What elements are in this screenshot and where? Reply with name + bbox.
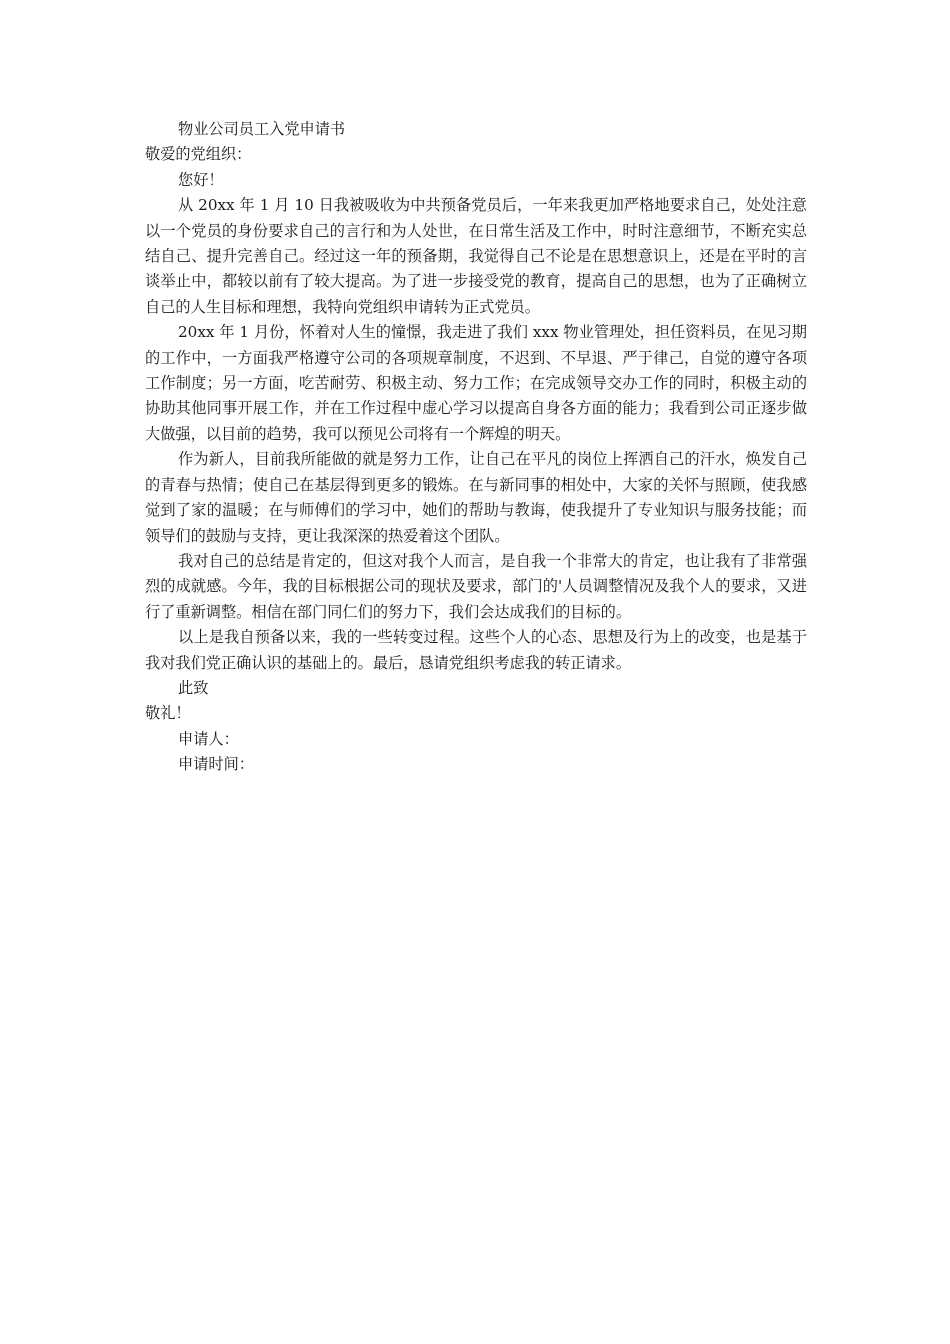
greeting: 您好！: [178, 170, 224, 189]
paragraph-2: 20xx 年 1 月份，怀着对人生的憧憬，我走进了我们 xxx 物业管理处，担任资料员，在见习期的工作中，一方面我严格遵守公司的各项规章制度，不迟到、不早退、严于律己，自觉的遵守各项工作制度；另一方面，吃苦耐劳、积极主动、努力工作；在完成领导交办工作的同时，积极主动的协助其他同事开展工作，并在工作过程中虚心学习以提高自身各方面的能力；我看到公司正逐步做大做强，以目前的趋势，我可以预见公司将有一个辉煌的明天。: [145, 323, 807, 443]
paragraph-5: 以上是我自预备以来，我的一些转变过程。这些个人的心态、思想及行为上的改变，也是基于我对我们党正确认识的基础上的。最后，恳请党组织考虑我的转正请求。: [145, 628, 807, 672]
document-title: 物业公司员工入党申请书: [178, 120, 346, 138]
paragraph-1: 从 20xx 年 1 月 10 日我被吸收为中共预备党员后，一年来我更加严格地要求自己，处处注意以一个党员的身份要求自己的言行和为人处世，在日常生活及工作中，时时注意细节，不断充实总结自己、提升完善自己。经过这一年的预备期，我觉得自己不论是在思想意识上，还是在平时的言谈举止中，都较以前有了较大提高。为了进一步接受党的教育，提高自己的思想，也为了正确树立自己的人生目标和理想，我特向党组织申请转为正式党员。: [145, 196, 807, 316]
document-body: [145, 117, 807, 778]
date-label: 申请时间：: [178, 755, 254, 774]
salutation: 敬爱的党组织：: [145, 145, 252, 164]
closing-cizhi: 此致: [178, 678, 209, 697]
closing-jingli: 敬礼！: [145, 704, 191, 723]
paragraph-3: 作为新人，目前我所能做的就是努力工作，让自己在平凡的岗位上挥洒自己的汗水，焕发自己的青春与热情；使自己在基层得到更多的锻炼。在与新同事的相处中，大家的关怀与照顾，使我感觉到了家的温暖；在与师傅们的学习中，她们的帮助与教诲，使我提升了专业知识与服务技能；而领导们的鼓励与支持，更让我深深的热爱着这个团队。: [145, 450, 807, 545]
paragraph-4: 我对自己的总结是肯定的，但这对我个人而言，是自我一个非常大的肯定，也让我有了非常强烈的成就感。今年，我的目标根据公司的现状及要求，部门的'人员调整情况及我个人的要求，又进行了重新调整。相信在部门同仁们的努力下，我们会达成我们的目标的。: [145, 551, 807, 621]
applicant-label: 申请人：: [178, 729, 239, 748]
